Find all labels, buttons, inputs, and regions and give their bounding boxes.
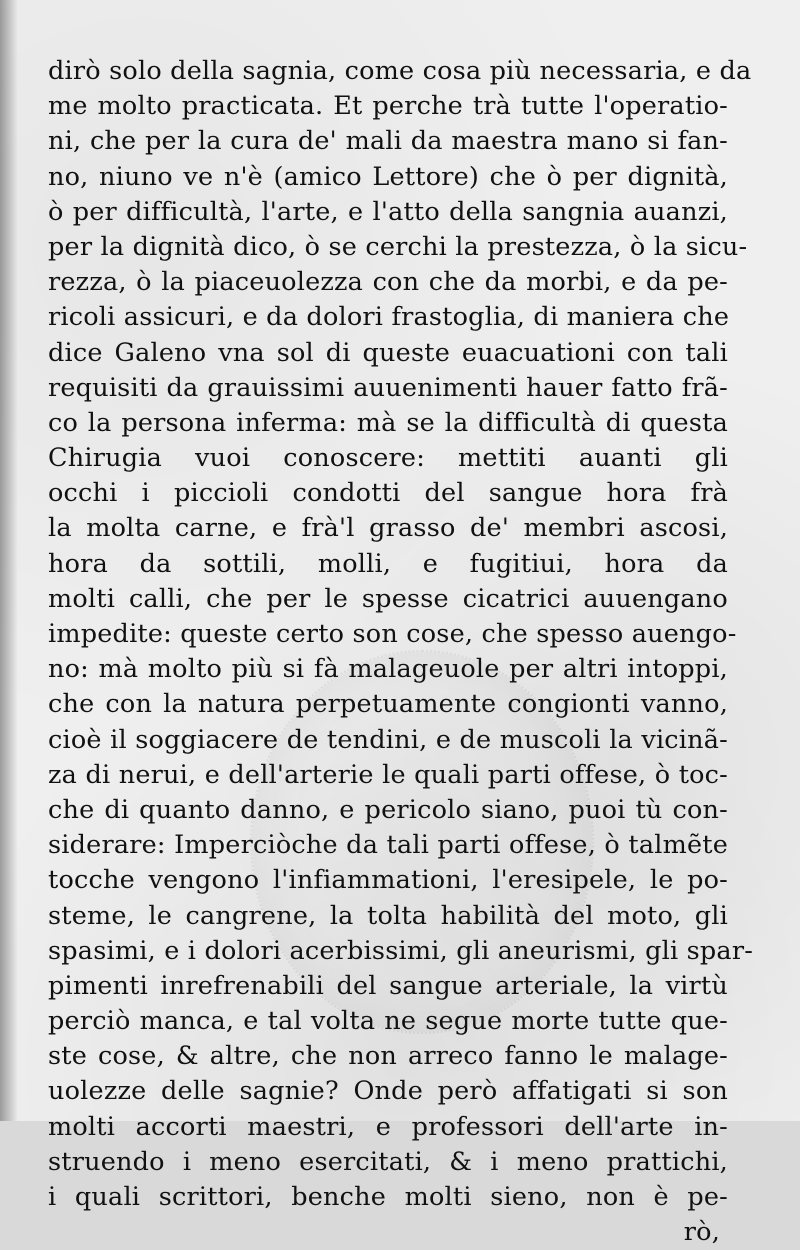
text-line: impedite: queste certo son cose, che spesso auengo- (48, 619, 737, 649)
text-line: tocche vengono l'infiammationi, l'eresipele, le po- (48, 865, 728, 896)
text-line: perciò manca, e tal volta ne segue morte tutte que- (48, 1006, 728, 1037)
text-line: no: mà molto più si fà malageuole per altri intoppi, (48, 654, 728, 685)
text-line: i quali scrittori, benche molti sieno, non è pe- (48, 1182, 728, 1212)
text-line: ricoli assicuri, e da dolori frastoglia, di maniera che (48, 302, 730, 333)
text-line: che con la natura perpetuamente congionti vanno, (48, 689, 728, 720)
page-text (48, 54, 754, 1250)
text-line: requisiti da grauissimi auuenimenti hauer fatto frã- (48, 372, 728, 403)
text-line: che di quanto danno, e pericolo siano, puoi tù con- (48, 794, 728, 825)
text-line: molti calli, che per le spesse cicatrici auuengano (48, 583, 728, 614)
text-line: za di nerui, e dell'arterie le quali parti offese, ò toc- (48, 759, 728, 790)
binding-shadow (0, 0, 18, 1121)
text-line: co la persona inferma: mà se la difficultà di questa (48, 407, 728, 438)
text-line: pimenti inrefrenabili del sangue arteriale, la virtù (48, 970, 728, 1001)
text-line: dice Galeno vna sol di queste euacuationi con tali (48, 337, 728, 368)
text-line: molti accorti maestri, e professori dell'arte in- (48, 1111, 728, 1142)
text-line: cioè il soggiacere de tendini, e de muscoli la vicinã- (48, 724, 728, 755)
text-line: no, niuno ve n'è (amico Lettore) che ò per dignità, (48, 161, 728, 192)
text-line: ste cose, & altre, che non arreco fanno le malage- (48, 1041, 728, 1072)
text-line: per la dignità dico, ò se cerchi la prestezza, ò la sicu- (48, 231, 748, 262)
text-line: hora da sottili, molli, e fugitiui, hora da (48, 548, 728, 579)
text-line: uolezze delle sagnie? Onde però affatigati si son (48, 1076, 728, 1107)
text-line: me molto practicata. Et perche trà tutte l'operatio- (48, 91, 728, 122)
text-line: la molta carne, e frà'l grasso de' membri ascosi, (48, 513, 728, 544)
text-line: steme, le cangrene, la tolta habilità del moto, gli (48, 900, 728, 931)
text-line: ò per difficultà, l'arte, e l'atto della sangnia auanzi, (48, 196, 728, 227)
text-line: siderare: Imperciòche da tali parti offese, ò talmẽte (48, 830, 728, 861)
catchword: rò, (683, 1217, 720, 1248)
text-line: dirò solo della sagnia, come cosa più necessaria, e da (48, 56, 752, 86)
text-line: spasimi, e i dolori acerbissimi, gli aneurismi, gli spar- (48, 935, 754, 966)
text-line: Chirugia vuoi conoscere: mettiti auanti gli (48, 443, 728, 474)
text-line: struendo i meno esercitati, & i meno prattichi, (48, 1146, 728, 1177)
text-line: rezza, ò la piaceuolezza con che da morbi, e da pe- (48, 267, 728, 298)
text-line: ni, che per la cura de' mali da maestra mano si fan- (48, 126, 728, 157)
text-line: occhi i piccioli condotti del sangue hora frà (48, 478, 728, 509)
